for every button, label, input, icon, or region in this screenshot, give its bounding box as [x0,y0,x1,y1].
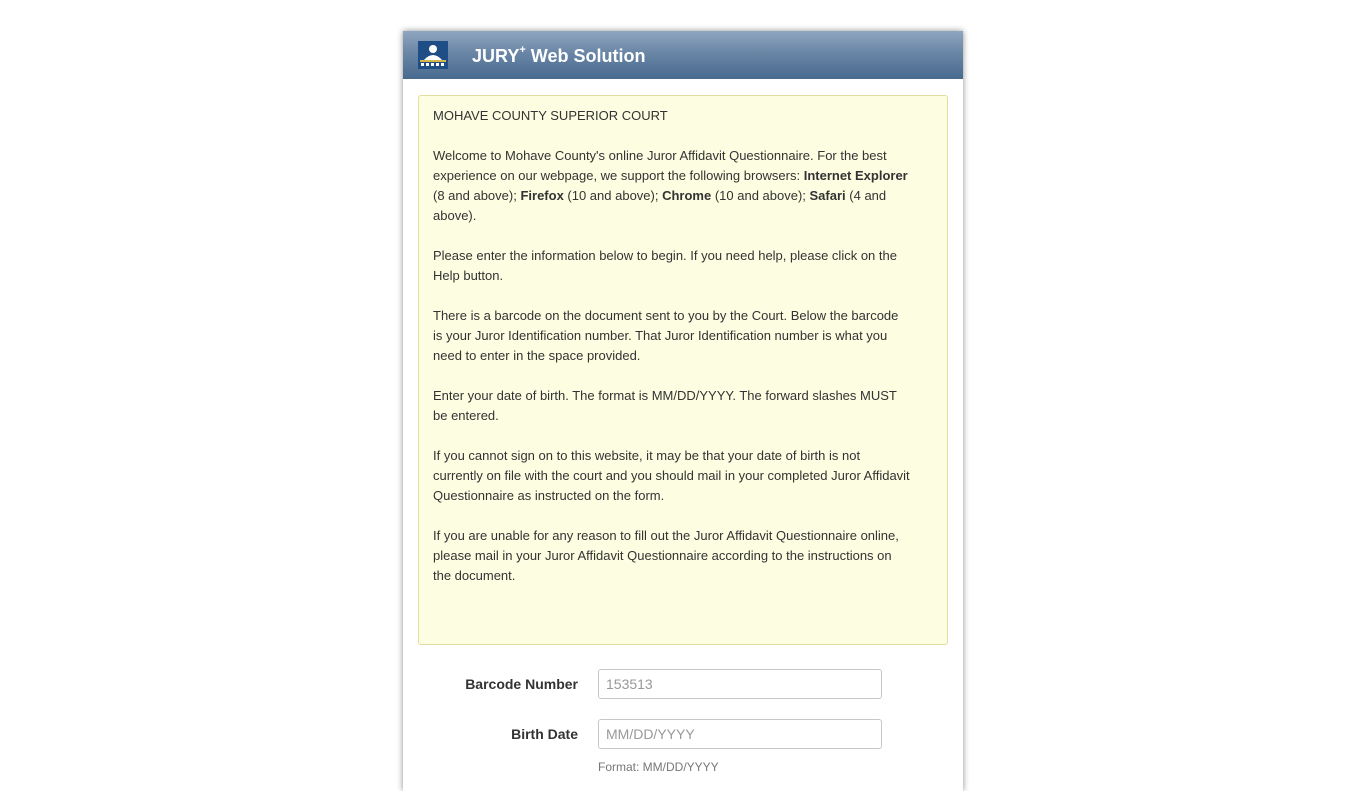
help-paragraph: Please enter the information below to begin. If you need help, please click on the Help button. [433,248,897,283]
app-header [403,31,963,79]
dob-paragraph: Enter your date of birth. The format is MM/DD/YYYY. The forward slashes MUST be entered. [433,388,897,423]
cannot-sign-paragraph: If you cannot sign on to this website, it may be that your date of birth is not currently on file with the court and you should mail in your completed Juror Affidavit Questionnaire as instructed on the form. [433,448,910,503]
barcode-label: Barcode Number [465,676,578,692]
welcome-paragraph: Welcome to Mohave County's online Juror Affidavit Questionnaire. For the best experience on our webpage, we support the following browsers: Internet Explorer (8 and above); Firefox (10 and above); Chrome (10 and above); Safari (4 and above). [433,148,908,223]
info-panel [418,95,948,645]
unable-paragraph: If you are unable for any reason to fill out the Juror Affidavit Questionnaire online, please mail in your Juror Affidavit Questionnaire according to the instructions on the document. [433,528,899,583]
app-title: JURY+ Web Solution [472,44,646,66]
birthdate-input[interactable] [598,719,882,749]
jury-logo-icon [418,41,448,69]
birthdate-format-hint: Format: MM/DD/YYYY [598,760,719,774]
court-name: MOHAVE COUNTY SUPERIOR COURT [433,108,668,123]
birthdate-label: Birth Date [511,726,578,742]
barcode-paragraph: There is a barcode on the document sent to you by the Court. Below the barcode is your Juror Identification number. That Juror Identification number is what you need to enter in the space provided. [433,308,899,363]
login-card [403,31,963,791]
barcode-input[interactable] [598,669,882,699]
